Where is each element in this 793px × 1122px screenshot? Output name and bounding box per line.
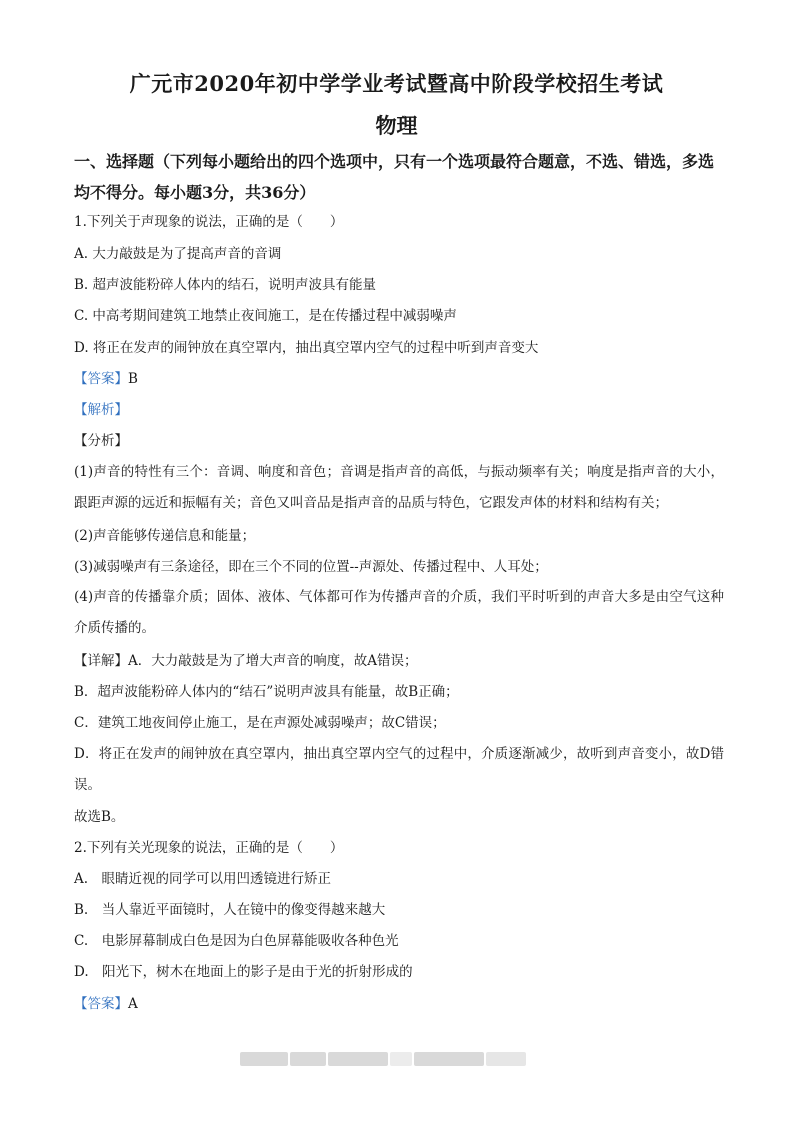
question-2-option-b: B. 当人靠近平面镜时，人在镜中的像变得越来越大: [74, 902, 386, 918]
detail-a-text: A．大力敲鼓是为了增大声音的响度，故A错误；: [128, 653, 418, 669]
question-1-stem: 1.下列关于声现象的说法，正确的是（ ）: [74, 214, 344, 230]
detail-b: B．超声波能粉碎人体内的“结石”说明声波具有能量，故B正确；: [74, 684, 459, 700]
question-1-option-a: A. 大力敲鼓是为了提高声音的音调: [74, 246, 282, 262]
section-heading: 一、选择题（下列每小题给出的四个选项中，只有一个选项最符合题意，不选、错选，多选均不得分。每小题3分，共36分）: [74, 152, 715, 202]
question-2-answer: [74, 994, 138, 1014]
analysis-tag: 【解析】: [74, 402, 128, 418]
fenxi-tag: 【分析】: [74, 433, 128, 449]
question-2-option-c: C. 电影屏幕制成白色是因为白色屏幕能吸收各种色光: [74, 933, 399, 949]
answer-tag: 【答案】: [74, 371, 128, 387]
answer-tag: 【答案】: [74, 996, 128, 1012]
subject-title: 物理: [375, 113, 418, 138]
analysis-point-1: (1)声音的特性有三个：音调、响度和音色；音调是指声音的高低，与振动频率有关；响度是指声音的大小，跟距声源的远近和振幅有关；音色又叫音品是指声音的品质与特色，它跟发声体的材料和结构有关；: [74, 464, 724, 511]
answer-value: B: [128, 371, 138, 387]
question-1-option-b: B. 超声波能粉碎人体内的结石，说明声波具有能量: [74, 277, 377, 293]
question-1-option-c: C. 中高考期间建筑工地禁止夜间施工，是在传播过程中减弱噪声: [74, 308, 457, 324]
detail-conclusion: 故选B。: [74, 809, 125, 825]
analysis-point-4: (4)声音的传播靠介质；固体、液体、气体都可作为传播声音的介质，我们平时听到的声音大多是由空气这种介质传播的。: [74, 589, 724, 636]
analysis-point-2: (2)声音能够传递信息和能量；: [74, 528, 256, 544]
question-2-option-a: A. 眼睛近视的同学可以用凹透镜进行矫正: [74, 871, 332, 887]
answer-value: A: [128, 996, 138, 1012]
detail-a: [74, 651, 418, 671]
analysis-point-3: (3)减弱噪声有三条途径，即在三个不同的位置--声源处、传播过程中、人耳处；: [74, 559, 548, 575]
detail-c: C．建筑工地夜间停止施工，是在声源处减弱噪声；故C错误；: [74, 715, 446, 731]
detail-d: D．将正在发声的闹钟放在真空罩内，抽出真空罩内空气的过程中，介质逐渐减少，故听到声音变小，故D错误。: [74, 746, 724, 793]
blurred-footer-watermark: [240, 1052, 555, 1066]
exam-title: 广元市2020年初中学学业考试暨高中阶段学校招生考试: [129, 71, 664, 96]
detail-tag: 【详解】: [74, 653, 128, 669]
question-1-option-d: D. 将正在发声的闹钟放在真空罩内，抽出真空罩内空气的过程中听到声音变大: [74, 340, 539, 356]
question-1-answer: [74, 369, 138, 389]
question-2-stem: 2.下列有关光现象的说法，正确的是（ ）: [74, 840, 344, 856]
question-2-option-d: D. 阳光下，树木在地面上的影子是由于光的折射形成的: [74, 964, 413, 980]
